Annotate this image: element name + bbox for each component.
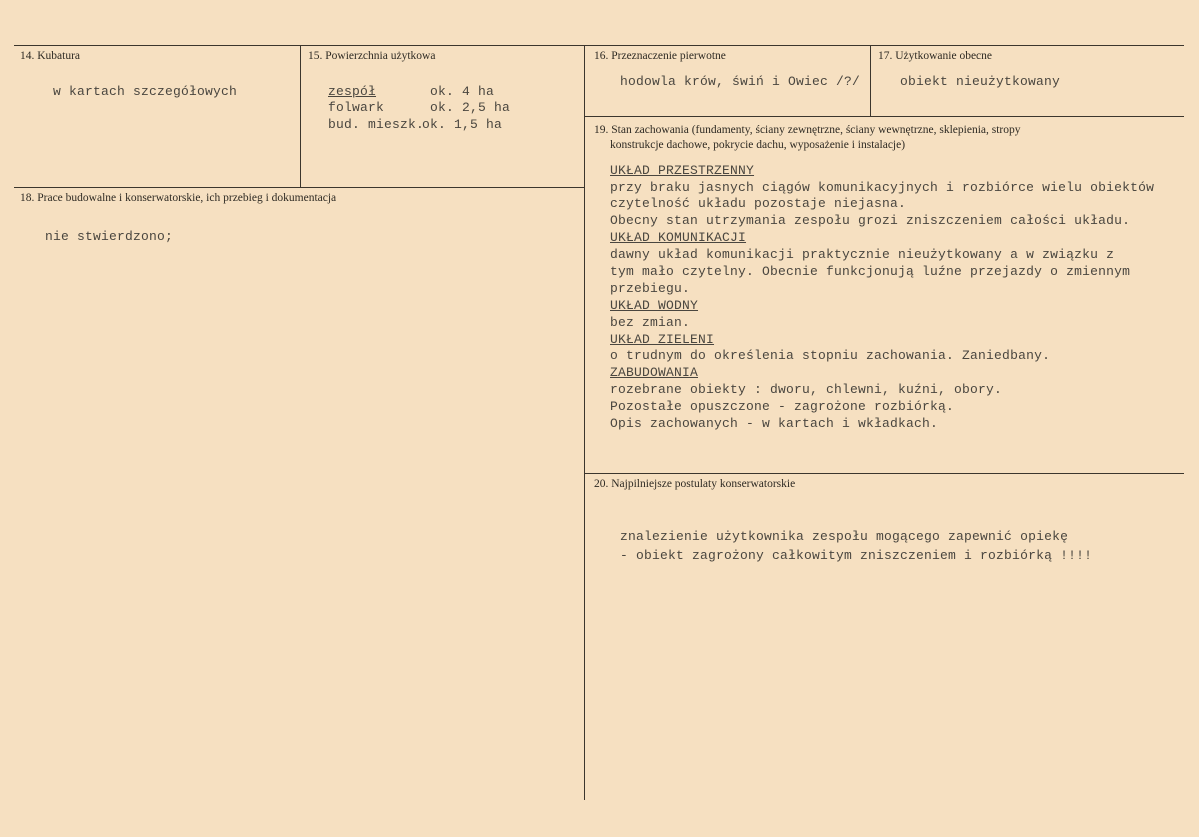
top-border xyxy=(14,45,1184,46)
divider-h-19-20 xyxy=(584,473,1184,474)
sec19-text-line: Opis zachowanych - w kartach i wkładkach. xyxy=(610,416,939,431)
sec16-label: 16. Przeznaczenie pierwotne xyxy=(594,50,726,62)
sec19-text-line: przy braku jasnych ciągów komunikacyjnych i rozbiórce wielu obiektów xyxy=(610,180,1155,195)
divider-v-14-15 xyxy=(300,45,301,187)
sec20-text-line: - obiekt zagrożony całkowitym zniszczeniem i rozbiórką !!!! xyxy=(620,548,1093,563)
sec14-label: 14. Kubatura xyxy=(20,50,81,62)
divider-v-center xyxy=(584,45,585,800)
sec19-heading: UKŁAD PRZESTRZENNY xyxy=(610,163,755,178)
sec16-value: hodowla krów, świń i Owiec /?/ xyxy=(620,74,861,89)
sec19-heading: ZABUDOWANIA xyxy=(610,365,699,380)
sec19-text-line: tym mało czytelny. Obecnie funkcjonują luźne przejazdy o zmiennym xyxy=(610,264,1131,279)
sec17-value: obiekt nieużytkowany xyxy=(900,74,1061,89)
sec19-text-line: czytelność układu pozostaje niejasna. xyxy=(610,196,907,211)
sec19-heading: UKŁAD WODNY xyxy=(610,298,699,313)
sec15-row-name: zespół xyxy=(328,84,377,99)
sec19-text-line: Obecny stan utrzymania zespołu grozi zniszczeniem całości układu. xyxy=(610,213,1131,228)
sec19-label: 19. Stan zachowania (fundamenty, ściany zewnętrzne, ściany wewnętrzne, sklepienia, stropy xyxy=(594,124,1021,136)
sec15-row-value: ok. 4 ha xyxy=(430,84,495,99)
sec15-label: 15. Powierzchnia użytkowa xyxy=(308,50,436,62)
sec19-text-line: Pozostałe opuszczone - zagrożone rozbiórką. xyxy=(610,399,955,414)
sec17-label: 17. Użytkowanie obecne xyxy=(878,50,993,62)
sec19-text-line: przebiegu. xyxy=(610,281,691,296)
divider-h-16-19 xyxy=(584,116,1184,117)
sec19-heading: UKŁAD KOMUNIKACJI xyxy=(610,230,747,245)
sec19-label-cont: konstrukcje dachowe, pokrycie dachu, wyposażenie i instalacje) xyxy=(610,139,906,151)
sec18-label: 18. Prace budowalne i konserwatorskie, ich przebieg i dokumentacja xyxy=(20,192,337,204)
sec19-text-line: dawny układ komunikacji praktycznie nieużytkowany a w związku z xyxy=(610,247,1115,262)
sec15-row-name: bud. mieszk. xyxy=(328,117,425,132)
sec20-label: 20. Najpilniejsze postulaty konserwatorskie xyxy=(594,478,796,490)
sec15-row-name: folwark xyxy=(328,100,385,115)
sec19-text-line: bez zmian. xyxy=(610,315,691,330)
sec18-value: nie stwierdzono; xyxy=(45,229,174,244)
divider-v-16-17 xyxy=(870,45,871,117)
sec15-row-value: ok. 2,5 ha xyxy=(430,100,511,115)
sec14-value: w kartach szczegółowych xyxy=(53,84,238,99)
sec19-heading: UKŁAD ZIELENI xyxy=(610,332,715,347)
sec20-text-line: znalezienie użytkownika zespołu mogącego zapewnić opiekę xyxy=(620,529,1069,544)
divider-h-left-18 xyxy=(14,187,584,188)
sec15-row-value: ok. 1,5 ha xyxy=(422,117,503,132)
sec19-text-line: rozebrane obiekty : dworu, chlewni, kuźni, obory. xyxy=(610,382,1003,397)
sec19-text-line: o trudnym do określenia stopniu zachowania. Zaniedbany. xyxy=(610,348,1051,363)
